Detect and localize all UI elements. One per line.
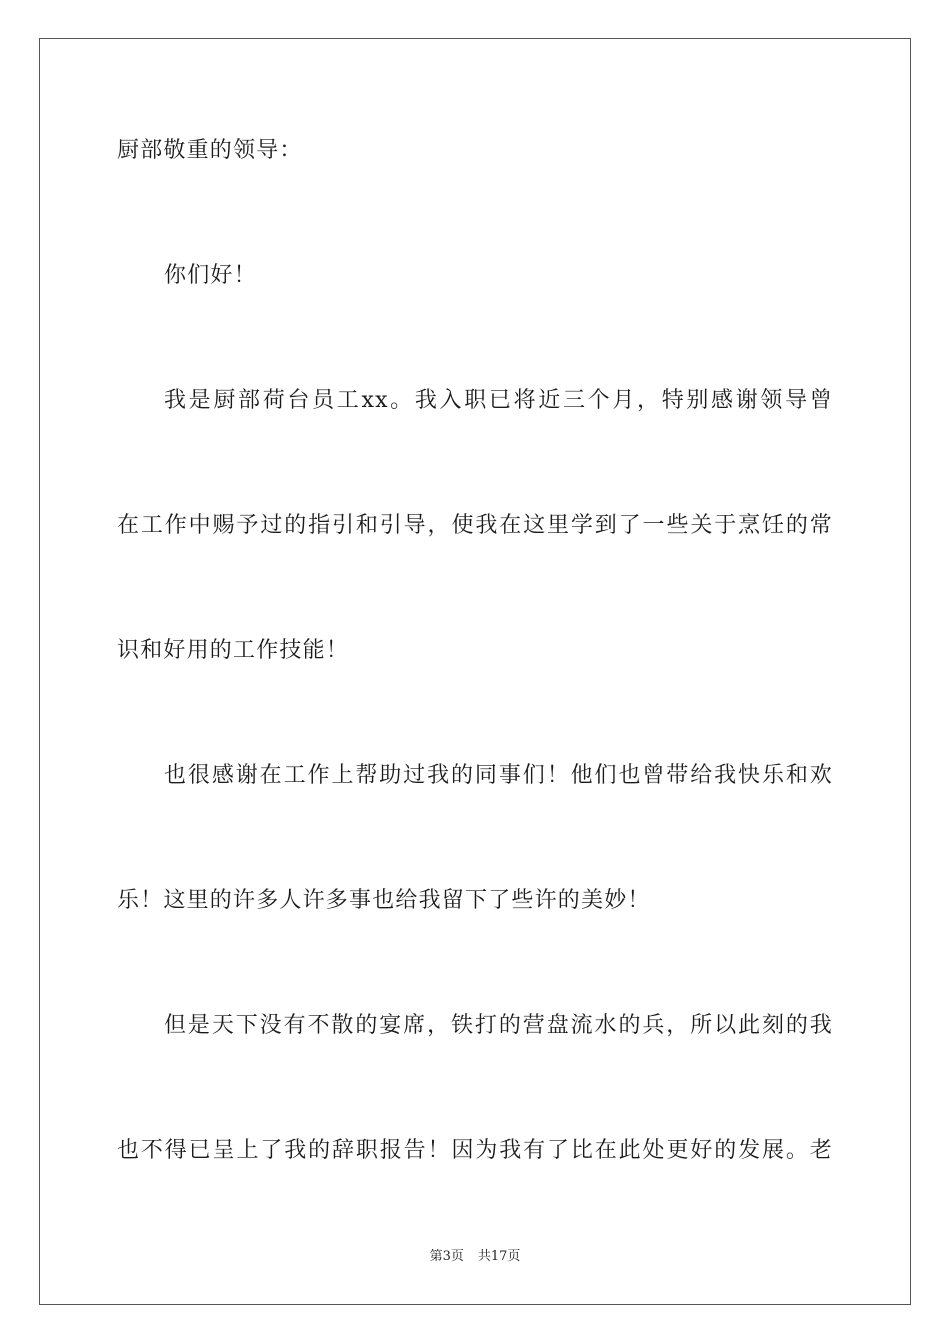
- page-border: [39, 38, 911, 1305]
- body-line-3: 识和好用的工作技能！: [117, 638, 350, 663]
- body-line-1: 我是厨部荷台员工xx。我入职已将近三个月，特别感谢领导曾: [164, 388, 833, 413]
- body-line-6: 但是天下没有不散的宴席，铁打的营盘流水的兵，所以此刻的我: [164, 1013, 833, 1038]
- greeting-line: 你们好！: [164, 263, 257, 288]
- body-line-7: 也不得已呈上了我的辞职报告！因为我有了比在此处更好的发展。老: [117, 1138, 833, 1163]
- body-line-2: 在工作中赐予过的指引和引导，使我在这里学到了一些关于烹饪的常: [117, 513, 833, 538]
- salutation-line: 厨部敬重的领导：: [117, 138, 303, 163]
- page-footer: [0, 1248, 950, 1266]
- body-line-5: 乐！这里的许多人许多事也给我留下了些许的美妙！: [117, 888, 651, 913]
- body-line-4: 也很感谢在工作上帮助过我的同事们！他们也曾带给我快乐和欢: [164, 763, 833, 788]
- page-total: 共17页: [477, 1249, 521, 1264]
- page-number: 第3页: [429, 1249, 464, 1264]
